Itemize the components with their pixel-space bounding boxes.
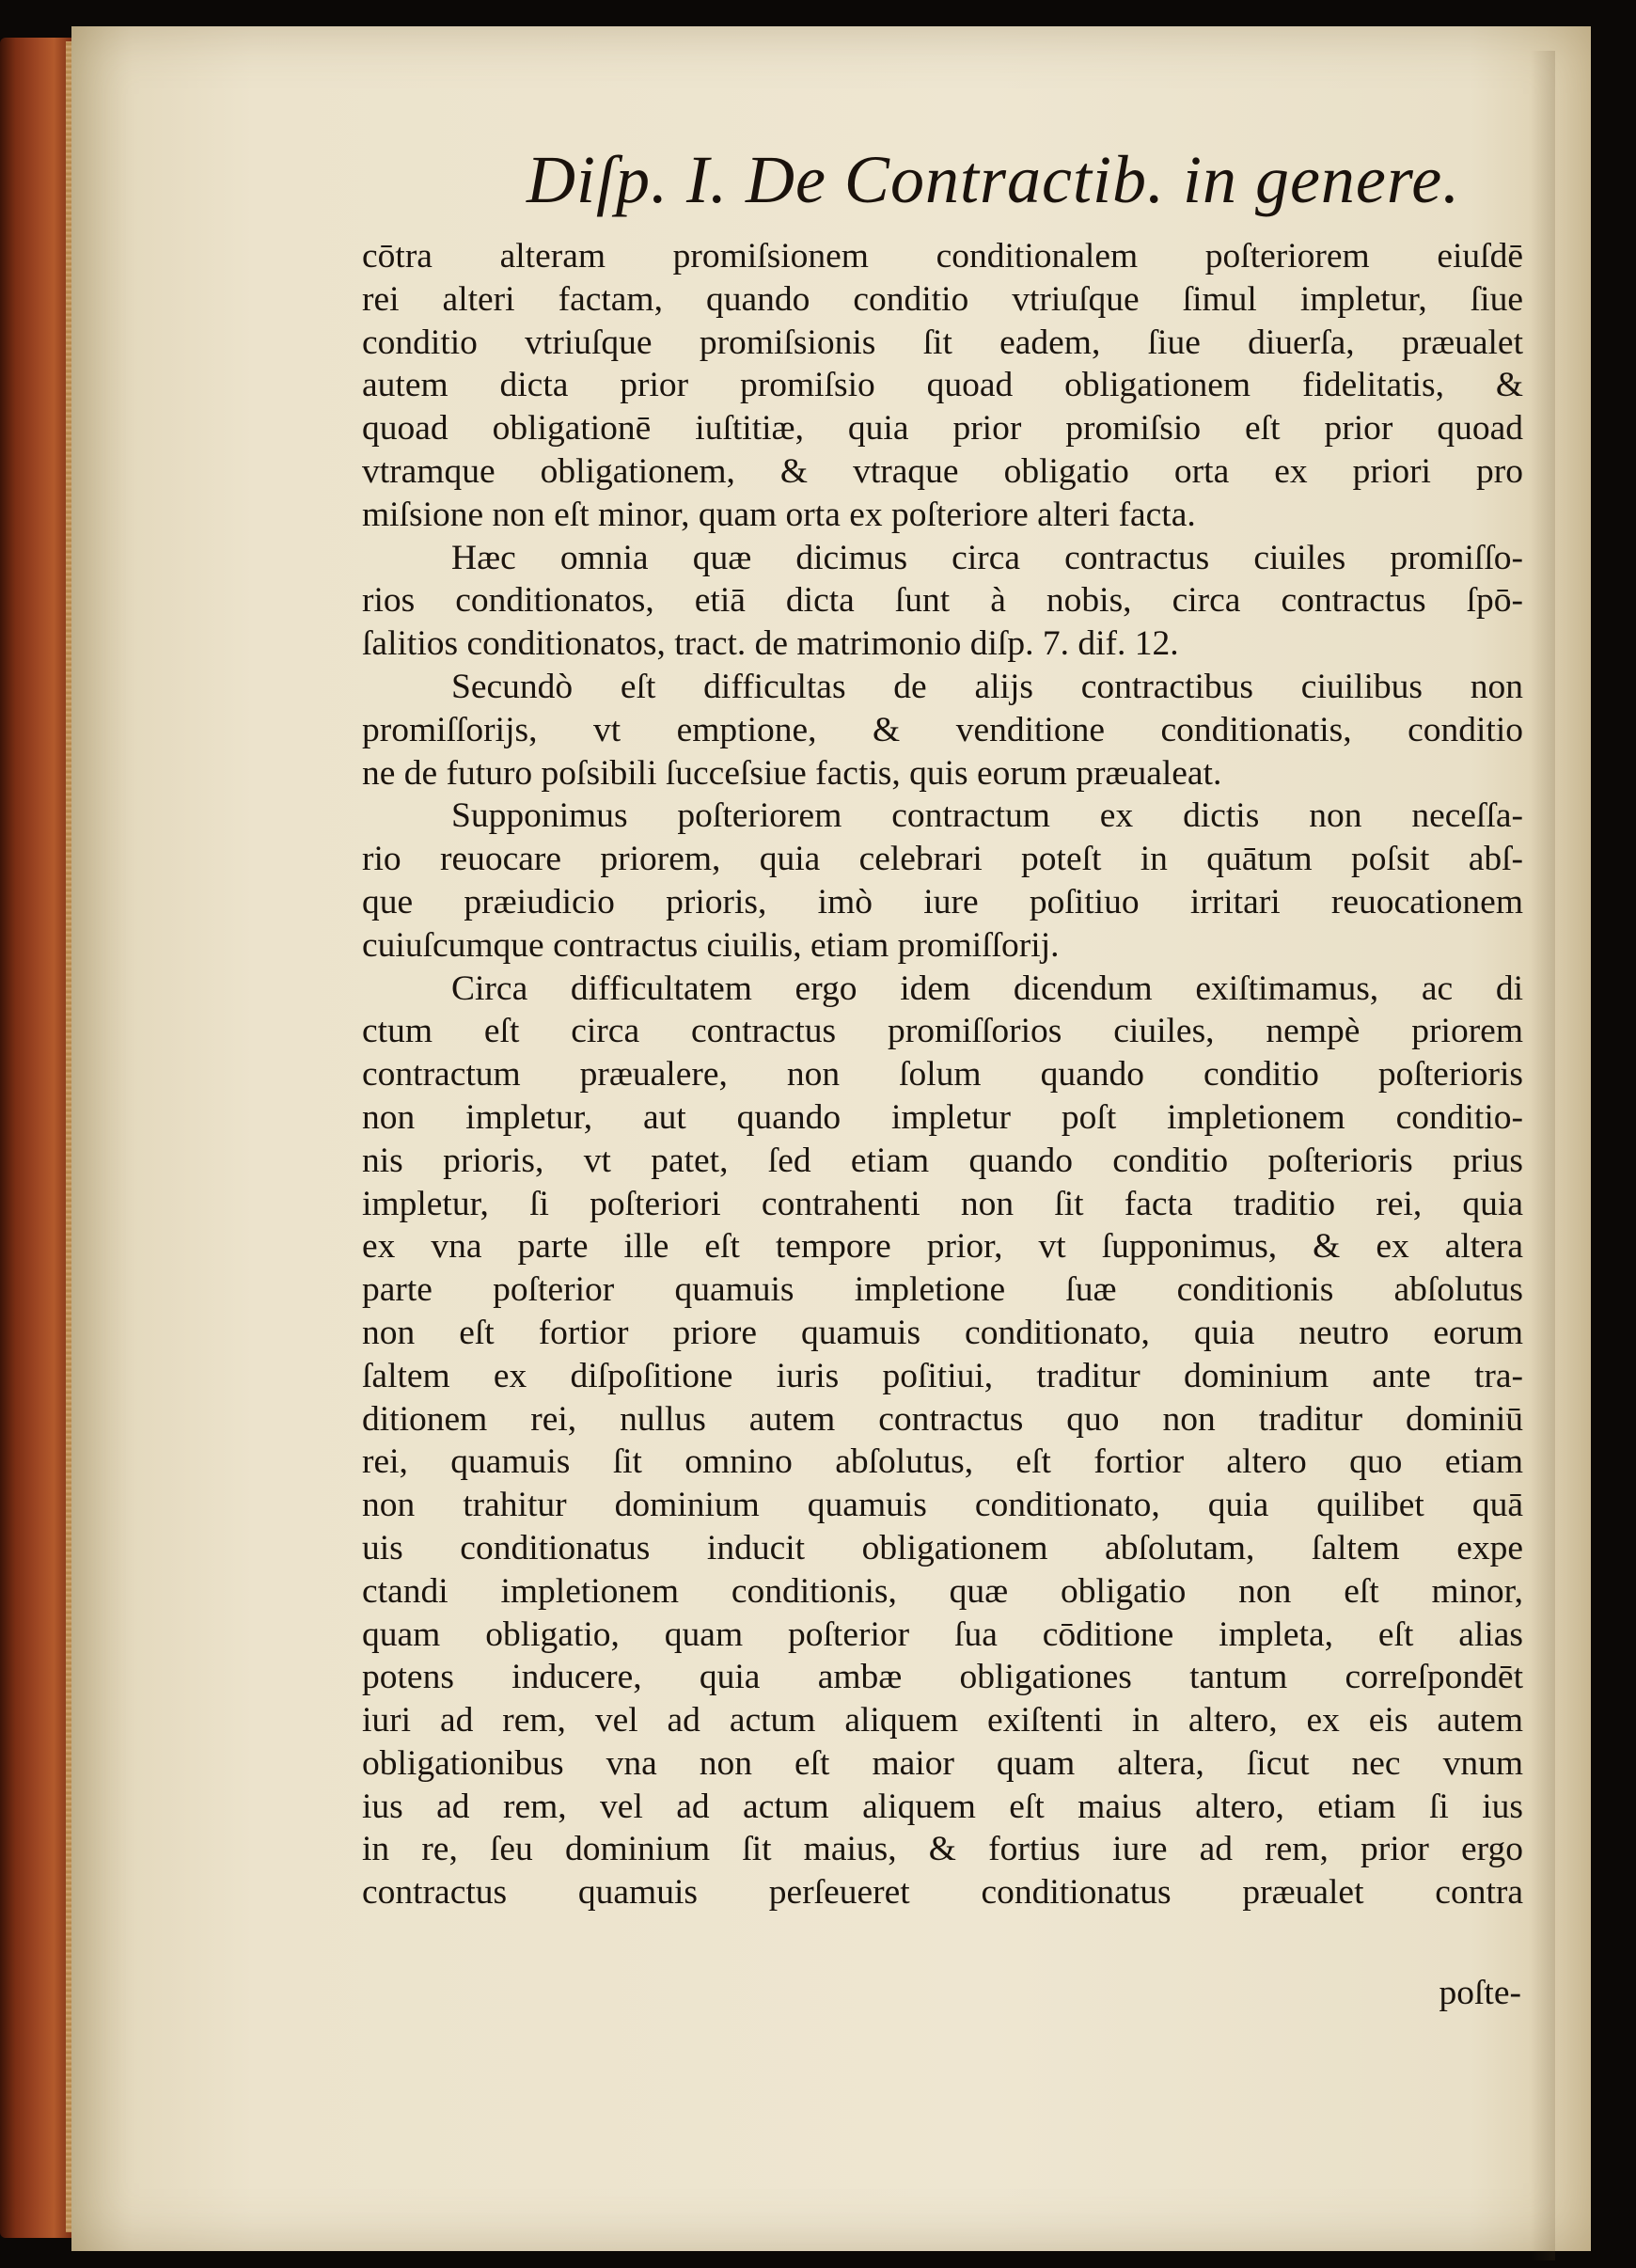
- text-line: non trahitur dominium quamuis conditionato, quia quilibet quā: [362, 1486, 1523, 1525]
- text-line: obligationibus vna non eſt maior quam altera, ſicut nec vnum: [362, 1743, 1523, 1783]
- text-line: autem dicta prior promiſsio quoad obligationem fidelitatis, &: [362, 366, 1523, 405]
- text-line: miſsione non eſt minor, quam orta ex poſteriore alteri facta.: [362, 495, 1196, 534]
- text-line: ctandi impletionem conditionis, quæ obligatio non eſt minor,: [362, 1571, 1523, 1611]
- text-line: contractus quamuis perſeueret conditionatus præualet contra: [362, 1873, 1523, 1913]
- body-text: [362, 235, 1523, 1914]
- text-line: Hæc omnia quæ dicimus circa contractus ciuiles promiſſo-: [451, 538, 1523, 577]
- text-line: ctum eſt circa contractus promiſſorios ciuiles, nempè priorem: [362, 1012, 1523, 1051]
- text-line: non impletur, aut quando impletur poſt impletionem conditio-: [362, 1097, 1523, 1137]
- text-line: contractum præualere, non ſolum quando conditio poſterioris: [362, 1055, 1523, 1095]
- text-line: Secundò eſt difficultas de alijs contractibus ciuilibus non: [451, 667, 1523, 706]
- text-line: parte poſterior quamuis impletione ſuæ conditionis abſolutus: [362, 1270, 1523, 1310]
- running-header: Diſp. I. De Contractib. in genere.: [527, 142, 1461, 217]
- text-line: Supponimus poſteriorem contractum ex dictis non neceſſa-: [451, 796, 1523, 836]
- text-line: ſaltem ex diſpoſitione iuris poſitiui, traditur dominium ante tra-: [362, 1356, 1523, 1395]
- page-gutter-shadow: [1531, 51, 1555, 2260]
- text-line: non eſt fortior priore quamuis conditionato, quia neutro eorum: [362, 1313, 1523, 1352]
- text-line: ditionem rei, nullus autem contractus quo non traditur dominiū: [362, 1399, 1523, 1439]
- text-line: nis prioris, vt patet, ſed etiam quando conditio poſterioris prius: [362, 1141, 1523, 1180]
- text-line: cuiuſcumque contractus ciuilis, etiam promiſſorij.: [362, 925, 1060, 965]
- text-line: uis conditionatus inducit obligationem abſolutam, ſaltem expe: [362, 1528, 1523, 1567]
- text-line: promiſſorijs, vt emptione, & venditione conditionatis, conditio: [362, 710, 1523, 749]
- text-line: quam obligatio, quam poſterior ſua cōditione impleta, eſt alias: [362, 1614, 1523, 1654]
- text-line: conditio vtriuſque promiſsionis ſit eadem, ſiue diuerſa, præualet: [362, 323, 1523, 362]
- text-line: rei alteri factam, quando conditio vtriuſque ſimul impletur, ſiue: [362, 279, 1523, 319]
- text-line: rei, quamuis ſit omnino abſolutus, eſt fortior altero quo etiam: [362, 1442, 1523, 1482]
- catchword: poſte-: [1439, 1974, 1521, 2012]
- text-line: Circa difficultatem ergo idem dicendum exiſtimamus, ac di: [451, 969, 1523, 1008]
- text-line: in re, ſeu dominium ſit maius, & fortius iure ad rem, prior ergo: [362, 1830, 1523, 1869]
- text-line: rio reuocare priorem, quia celebrari poteſt in quātum poſsit abſ-: [362, 840, 1523, 879]
- text-line: ſalitios conditionatos, tract. de matrimonio diſp. 7. dif. 12.: [362, 624, 1179, 664]
- text-line: cōtra alteram promiſsionem conditionalem poſteriorem eiuſdē: [362, 237, 1523, 276]
- text-line: potens inducere, quia ambæ obligationes tantum correſpondēt: [362, 1658, 1523, 1697]
- text-line: iuri ad rem, vel ad actum aliquem exiſtenti in altero, ex eis autem: [362, 1701, 1523, 1740]
- text-line: que præiudicio prioris, imò iure poſitiuo irritari reuocationem: [362, 882, 1523, 921]
- text-line: ex vna parte ille eſt tempore prior, vt ſupponimus, & ex altera: [362, 1227, 1523, 1267]
- text-line: impletur, ſi poſteriori contrahenti non ſit facta traditio rei, quia: [362, 1184, 1523, 1223]
- text-line: ius ad rem, vel ad actum aliquem eſt maius altero, etiam ſi ius: [362, 1787, 1523, 1826]
- text-line: rios conditionatos, etiā dicta ſunt à nobis, circa contractus ſpō-: [362, 581, 1523, 621]
- text-line: vtramque obligationem, & vtraque obligatio orta ex priori pro: [362, 451, 1523, 491]
- text-line: ne de futuro poſsibili ſucceſsiue factis, quis eorum præualeat.: [362, 753, 1222, 793]
- text-line: quoad obligationē iuſtitiæ, quia prior promiſsio eſt prior quoad: [362, 409, 1523, 449]
